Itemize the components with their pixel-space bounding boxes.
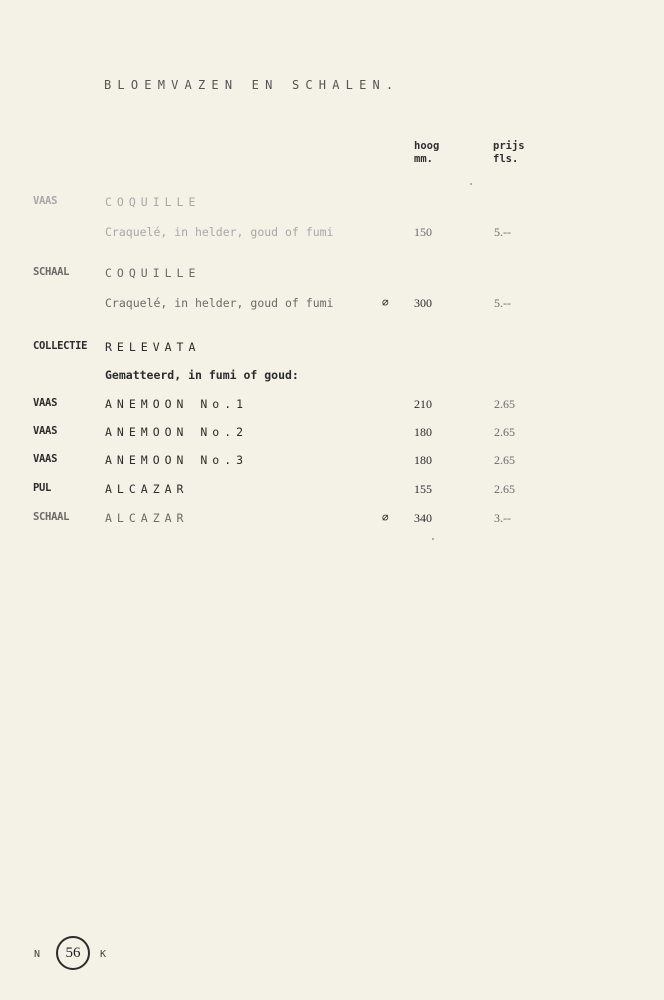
column-header-hoog-line1: hoog: [414, 140, 440, 152]
ink-speck: [470, 183, 472, 185]
table-row: [0, 368, 664, 386]
item-type: SCHAAL: [33, 266, 70, 278]
column-header-prijs-line1: prijs: [493, 140, 525, 152]
table-row: [0, 425, 664, 443]
page-title: BLOEMVAZEN EN SCHALEN.: [104, 78, 400, 92]
column-header-hoog: [414, 140, 439, 166]
item-name: ANEMOON No.2: [105, 425, 249, 439]
footer-letter-left: N: [34, 949, 41, 960]
ink-speck: [432, 538, 434, 540]
diameter-symbol: ∅: [382, 296, 389, 309]
item-price: 2.65: [494, 397, 515, 411]
item-type: VAAS: [33, 195, 58, 207]
page-number-badge: [56, 936, 90, 970]
item-price: 2.65: [494, 482, 515, 496]
item-height: 180: [414, 425, 432, 439]
column-header-prijs: [493, 140, 525, 166]
item-price: 5.--: [494, 225, 511, 239]
item-type: PUL: [33, 482, 52, 494]
item-name: COQUILLE: [105, 266, 201, 280]
item-price: 3.--: [494, 511, 511, 525]
item-name: RELEVATA: [105, 340, 201, 354]
table-row: [0, 511, 664, 529]
item-type: VAAS: [33, 425, 58, 437]
item-name: ALCAZAR: [105, 511, 189, 525]
table-row: [0, 397, 664, 415]
table-row: [0, 225, 664, 243]
item-name: ANEMOON No.1: [105, 397, 249, 411]
table-row: [0, 195, 664, 213]
item-name: COQUILLE: [105, 195, 201, 209]
table-row: [0, 482, 664, 500]
item-description: Gematteerd, in fumi of goud:: [105, 368, 299, 382]
item-height: 210: [414, 397, 432, 411]
table-row: [0, 453, 664, 471]
item-type: SCHAAL: [33, 511, 70, 523]
table-row: [0, 266, 664, 284]
item-height: 300: [414, 296, 432, 310]
table-row: [0, 340, 664, 358]
column-header-prijs-line2: fls.: [493, 153, 519, 165]
item-type: VAAS: [33, 397, 58, 409]
item-height: 340: [414, 511, 432, 525]
item-price: 2.65: [494, 453, 515, 467]
item-height: 150: [414, 225, 432, 239]
column-header-hoog-line2: mm.: [414, 153, 433, 165]
footer-letter-right: K: [100, 949, 107, 960]
item-height: 155: [414, 482, 432, 496]
item-type: COLLECTIE: [33, 340, 88, 352]
table-row: [0, 296, 664, 314]
item-name: ANEMOON No.3: [105, 453, 249, 467]
item-type: VAAS: [33, 453, 58, 465]
item-price: 2.65: [494, 425, 515, 439]
item-price: 5.--: [494, 296, 511, 310]
item-name: ALCAZAR: [105, 482, 189, 496]
diameter-symbol: ∅: [382, 511, 389, 524]
item-height: 180: [414, 453, 432, 467]
item-description: Craquelé, in helder, goud of fumi: [105, 296, 334, 310]
item-description: Craquelé, in helder, goud of fumi: [105, 225, 334, 239]
page-number: 56: [65, 944, 81, 961]
